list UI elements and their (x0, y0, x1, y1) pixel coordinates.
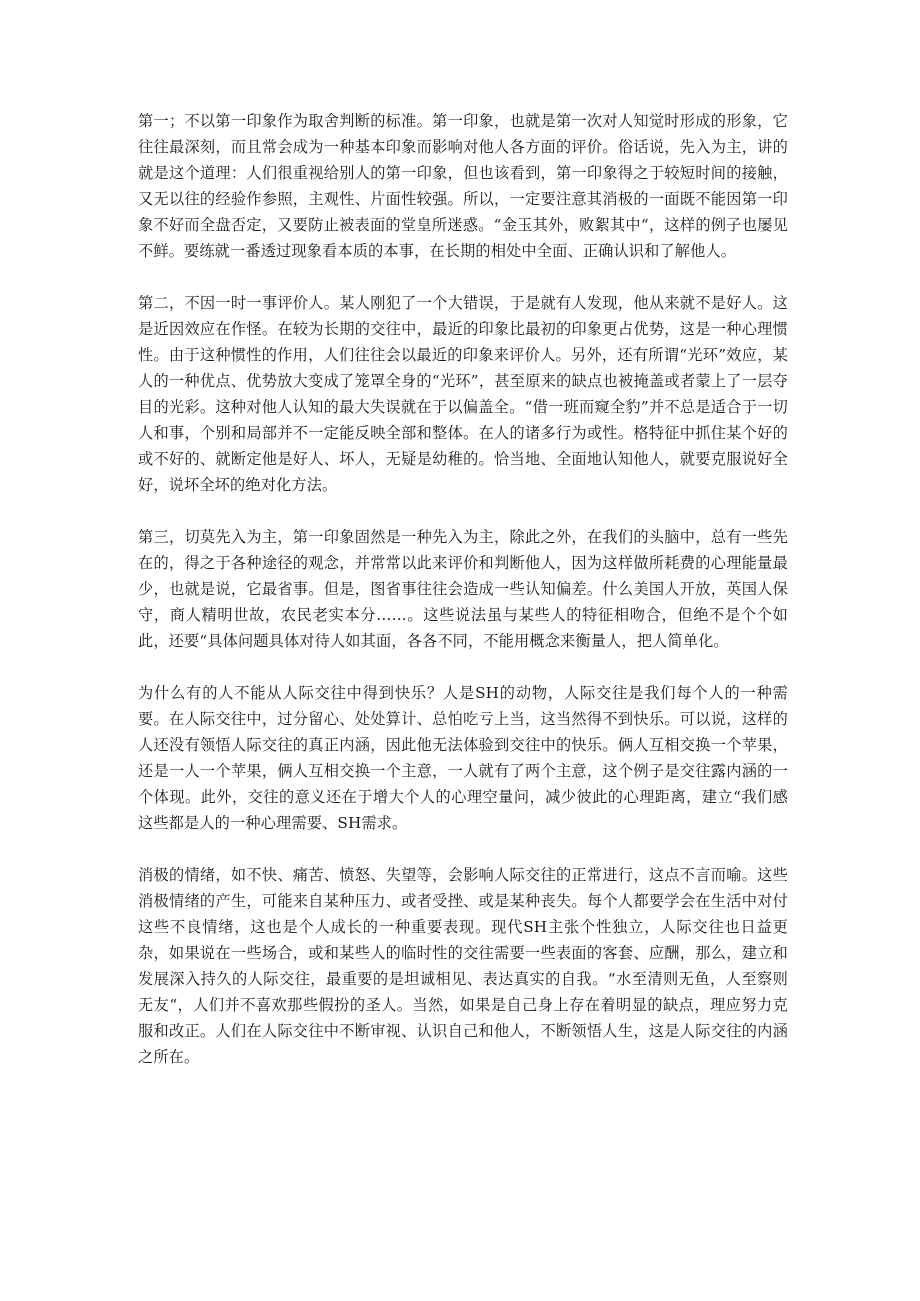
paragraph-joy-of-interaction: 为什么有的人不能从人际交往中得到快乐？人是SH的动物，人际交往是我们每个人的一种需要。在人际交往中，过分留心、处处算计、总怕吃亏上当，这当然得不到快乐。可以说，这样的人还没有领悟人际交往的真正内涵，因此他无法体验到交往中的快乐。俩人互相交换一个苹果，还是一人一个苹果，俩人互相交换一个主意，一人就有了两个主意，这个例子是交往露内涵的一个体现。此外，交往的意义还在于增大个人的心理空量问，减少彼此的心理距离，建立“我们感这些都是人的一种心理需要、SH需求。 (138, 684, 788, 832)
paragraph-preconception: 第三，切莫先入为主，第一印象固然是一种先入为主，除此之外，在我们的头脑中，总有一些先在的，得之于各种途径的观念，并常常以此来评价和判断他人，因为这样做所耗费的心理能量最少，也就是说，它最省事。但是，图省事往往会造成一些认知偏差。什么美国人开放，英国人保守，商人精明世故，农民老实本分……。这些说法虽与某些人的特征相吻合，但绝不是个个如此，还要“具体问题具体对待人如其面，各各不同，不能用概念来衡量人，把人简单化。 (138, 528, 788, 650)
paragraph-negative-emotions: 消极的情绪，如不快、痛苦、愤怒、失望等，会影响人际交往的正常进行，这点不言而喻。这些消极情绪的产生，可能来自某种压力、或者受挫、或是某种丧失。每个人都要学会在生活中对付这些不良情绪，这也是个人成长的一种重要表现。现代SH主张个性独立，人际交往也日益更杂，如果说在一些场合，或和某些人的临时性的交往需要一些表面的客套、应酬，那么，建立和发展深入持久的人际交往，最重要的是坦诚相见、表达真实的自我。“水至清则无鱼，人至察则无友“，人们并不喜欢那些假扮的圣人。当然，如果是自己身上存在着明显的缺点，理应努力克服和改正。人们在人际交往中不断审视、认识自己和他人，不断领悟人生，这是人际交往的内涵之所在。 (138, 866, 788, 1066)
document-page (138, 108, 788, 1096)
paragraph-recency-effect: 第二，不因一时一事评价人。某人刚犯了一个大错误，于是就有人发现，他从来就不是好人。这是近因效应在作怪。在较为长期的交往中，最近的印象比最初的印象更占优势，这是一种心理惯性。由于这种惯性的作用，人们往往会以最近的印象来评价人。另外，还有所谓“光环”效应，某人的一种优点、优势放大变成了笼罩全身的“光环”，甚至原来的缺点也被掩盖或者蒙上了一层夺目的光彩。这种对他人认知的最大失误就在于以偏盖全。“借一班而窥全豹”并不总是适合于一切人和事，个别和局部并不一定能反映全部和整体。在人的诸多行为或性。格特征中抓住某个好的或不好的、就断定他是好人、坏人，无疑是幼稚的。恰当地、全面地认知他人，就要克服说好全好，说坏全坏的绝对化方法。 (138, 294, 788, 494)
paragraph-first-impression: 第一；不以第一印象作为取舍判断的标准。第一印象，也就是第一次对人知觉时形成的形象，它往往最深刻，而且常会成为一种基本印象而影响对他人各方面的评价。俗话说，先入为主，讲的就是这个道理：人们很重视给别人的第一印象，但也该看到，第一印象得之于较短时间的接触，又无以往的经验作参照，主观性、片面性较强。所以，一定要注意其消极的一面既不能因第一印象不好而全盘否定，又要防止被表面的堂皇所迷惑。“金玉其外，败絮其中“，这样的例子也屡见不鲜。要练就一番透过现象看本质的本事，在长期的相处中全面、正确认识和了解他人。 (138, 112, 788, 260)
